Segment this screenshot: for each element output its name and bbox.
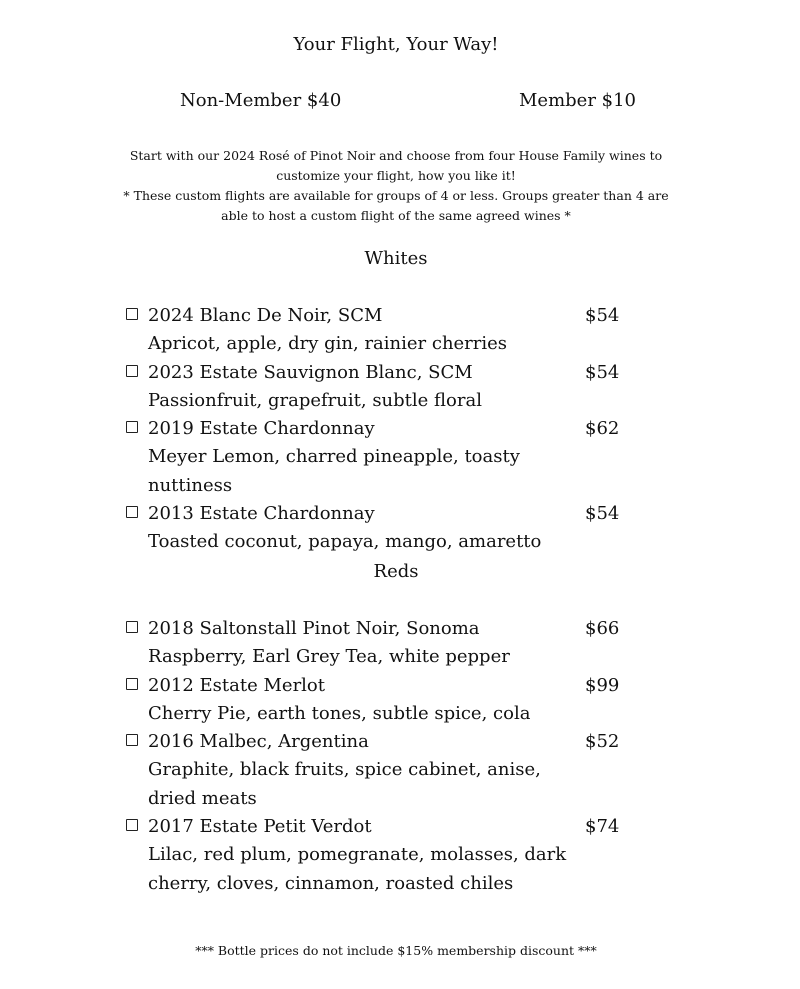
wine-price: $74	[585, 816, 620, 837]
wine-checkbox[interactable]	[126, 421, 138, 433]
wine-price: $62	[585, 418, 620, 439]
page-title: Your Flight, Your Way!	[293, 34, 499, 55]
wine-item	[126, 359, 620, 416]
wine-name: 2018 Saltonstall Pinot Noir, Sonoma	[148, 618, 480, 639]
wine-price: $54	[585, 361, 620, 383]
wine-name: 2023 Estate Sauvignon Blanc, SCM	[148, 361, 473, 383]
wine-name: 2013 Estate Chardonnay	[148, 503, 375, 524]
wine-checkbox[interactable]	[126, 819, 138, 831]
wine-name: 2017 Estate Petit Verdot	[148, 816, 372, 837]
wine-tasting-notes: Passionfruit, grapefruit, subtle floral	[148, 389, 482, 411]
wine-item	[126, 615, 620, 672]
intro-line-2: * These custom flights are available for groups of 4 or less. Groups greater than 4 are able to host a custom flight of the same agreed wines *	[123, 188, 669, 223]
wine-price: $54	[585, 305, 620, 326]
wine-tasting-notes: Toasted coconut, papaya, mango, amaretto	[148, 531, 542, 552]
wine-item	[126, 415, 620, 500]
wine-item	[126, 813, 620, 898]
wine-checkbox[interactable]	[126, 308, 138, 320]
wine-name: 2012 Estate Merlot	[148, 674, 325, 696]
wine-name: 2024 Blanc De Noir, SCM	[148, 305, 383, 326]
wine-tasting-notes: Meyer Lemon, charred pineapple, toasty nuttiness	[148, 446, 520, 496]
member-price: Member $10	[519, 90, 637, 111]
non-member-price: Non-Member $40	[180, 90, 342, 111]
wine-checkbox[interactable]	[126, 734, 138, 746]
reds-list	[126, 615, 620, 898]
wine-tasting-notes: Lilac, red plum, pomegranate, molasses, dark cherry, cloves, cinnamon, roasted chiles	[148, 844, 567, 894]
wine-item	[126, 500, 620, 557]
wine-price: $54	[585, 503, 620, 524]
wine-tasting-notes: Raspberry, Earl Grey Tea, white pepper	[148, 646, 510, 667]
footer-disclaimer: *** Bottle prices do not include $15% membership discount ***	[195, 943, 597, 958]
wine-item	[126, 302, 620, 359]
whites-list	[126, 302, 620, 557]
wine-name: 2019 Estate Chardonnay	[148, 418, 375, 439]
wine-item	[126, 672, 620, 729]
reds-heading: Reds	[373, 561, 419, 582]
wine-price: $66	[585, 618, 620, 639]
wine-tasting-notes: Cherry Pie, earth tones, subtle spice, cola	[148, 702, 531, 724]
wine-checkbox[interactable]	[126, 365, 138, 377]
wine-checkbox[interactable]	[126, 678, 138, 690]
wine-name: 2016 Malbec, Argentina	[148, 731, 369, 752]
wine-price: $99	[585, 674, 620, 696]
intro-text	[110, 146, 682, 226]
wine-tasting-notes: Apricot, apple, dry gin, rainier cherries	[148, 333, 508, 354]
whites-heading: Whites	[364, 248, 428, 269]
wine-checkbox[interactable]	[126, 506, 138, 518]
wine-item	[126, 728, 620, 813]
wine-tasting-notes: Graphite, black fruits, spice cabinet, anise, dried meats	[148, 759, 541, 809]
wine-checkbox[interactable]	[126, 621, 138, 633]
wine-price: $52	[585, 731, 620, 752]
intro-line-1: Start with our 2024 Rosé of Pinot Noir and choose from four House Family wines to customize your flight, how you like it!	[129, 148, 663, 183]
